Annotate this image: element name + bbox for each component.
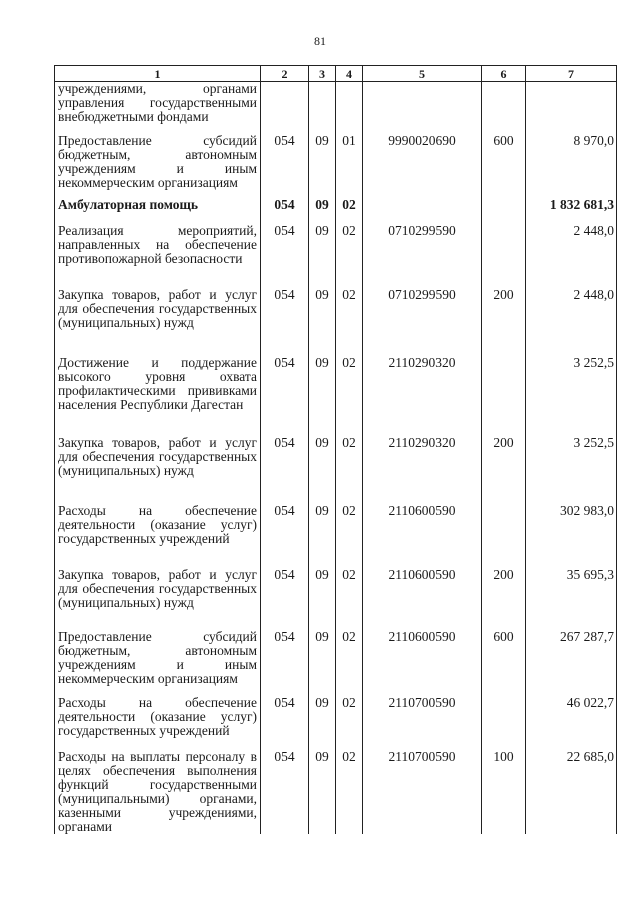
cell-department-code: 054 [261,198,309,224]
cell-section-code: 09 [309,504,336,568]
cell-subsection-code: 02 [336,288,363,356]
cell-description: Расходы на выплаты персоналу в целях обеспечения выполнения функций государственными (муниципальными) органами, казенными учреждениями, органами [55,750,261,834]
cell-expense-type-code [482,356,526,436]
cell-department-code: 054 [261,630,309,696]
cell-amount: 267 287,7 [526,630,617,696]
cell-amount: 2 448,0 [526,288,617,356]
cell-amount [526,82,617,135]
cell-expense-type-code: 200 [482,568,526,630]
cell-description: Закупка товаров, работ и услуг для обеспечения государственных (муниципальных) нужд [55,568,261,630]
cell-amount: 3 252,5 [526,356,617,436]
cell-target-article-code: 0710299590 [363,224,482,288]
cell-department-code [261,82,309,135]
header-col-6: 6 [482,66,526,82]
cell-department-code: 054 [261,504,309,568]
table-row [55,630,617,696]
cell-section-code: 09 [309,356,336,436]
cell-subsection-code: 02 [336,630,363,696]
cell-description: Предоставление субсидий бюджетным, автономным учреждениям и иным некоммерческим организациям [55,630,261,696]
cell-target-article-code: 2110290320 [363,356,482,436]
cell-department-code: 054 [261,356,309,436]
cell-subsection-code: 02 [336,750,363,834]
cell-target-article-code [363,82,482,135]
cell-description: Реализация мероприятий, направленных на обеспечение противопожарной безопасности [55,224,261,288]
table-row [55,134,617,198]
cell-target-article-code: 2110700590 [363,750,482,834]
cell-department-code: 054 [261,568,309,630]
page-number: 81 [314,34,326,48]
cell-description: Закупка товаров, работ и услуг для обеспечения государственных (муниципальных) нужд [55,288,261,356]
cell-expense-type-code [482,696,526,750]
cell-description: Достижение и поддержание высокого уровня охвата профилактическими прививками населения Республики Дагестан [55,356,261,436]
cell-section-code: 09 [309,134,336,198]
cell-section-code: 09 [309,198,336,224]
cell-expense-type-code: 600 [482,630,526,696]
cell-description: Расходы на обеспечение деятельности (оказание услуг) государственных учреждений [55,696,261,750]
cell-section-code: 09 [309,568,336,630]
cell-amount: 2 448,0 [526,224,617,288]
table-header [55,66,617,82]
cell-description: Расходы на обеспечение деятельности (оказание услуг) государственных учреждений [55,504,261,568]
cell-amount: 302 983,0 [526,504,617,568]
header-col-2: 2 [261,66,309,82]
cell-expense-type-code [482,504,526,568]
cell-target-article-code: 9990020690 [363,134,482,198]
cell-amount: 46 022,7 [526,696,617,750]
cell-subsection-code: 02 [336,356,363,436]
cell-section-code: 09 [309,696,336,750]
cell-section-code: 09 [309,224,336,288]
budget-table [54,65,617,834]
cell-expense-type-code: 600 [482,134,526,198]
cell-description: Амбулаторная помощь [55,198,261,224]
cell-expense-type-code: 200 [482,436,526,504]
cell-description: учреждениями, органами управления государственными внебюджетными фондами [55,82,261,135]
header-row [55,66,617,82]
cell-subsection-code: 02 [336,436,363,504]
cell-subsection-code: 02 [336,568,363,630]
header-col-3: 3 [309,66,336,82]
cell-section-code: 09 [309,630,336,696]
header-col-5: 5 [363,66,482,82]
table-row [55,288,617,356]
cell-target-article-code: 2110600590 [363,568,482,630]
header-col-1: 1 [55,66,261,82]
cell-expense-type-code [482,224,526,288]
cell-amount: 8 970,0 [526,134,617,198]
cell-expense-type-code [482,198,526,224]
table-row [55,504,617,568]
cell-subsection-code: 02 [336,696,363,750]
cell-subsection-code [336,82,363,135]
cell-target-article-code: 2110600590 [363,630,482,696]
cell-subsection-code: 02 [336,504,363,568]
cell-subsection-code: 02 [336,198,363,224]
cell-expense-type-code: 200 [482,288,526,356]
cell-expense-type-code: 100 [482,750,526,834]
cell-section-code: 09 [309,288,336,356]
table-row [55,198,617,224]
cell-subsection-code: 02 [336,224,363,288]
cell-amount: 35 695,3 [526,568,617,630]
cell-description: Закупка товаров, работ и услуг для обеспечения государственных (муниципальных) нужд [55,436,261,504]
table-row [55,436,617,504]
header-col-4: 4 [336,66,363,82]
cell-description: Предоставление субсидий бюджетным, автономным учреждениям и иным некоммерческим организациям [55,134,261,198]
cell-section-code: 09 [309,436,336,504]
cell-department-code: 054 [261,288,309,356]
cell-department-code: 054 [261,134,309,198]
table-row [55,224,617,288]
cell-target-article-code: 2110700590 [363,696,482,750]
cell-subsection-code: 01 [336,134,363,198]
table-row [55,82,617,135]
table-row [55,696,617,750]
cell-amount: 3 252,5 [526,436,617,504]
table-row [55,750,617,834]
cell-section-code [309,82,336,135]
cell-department-code: 054 [261,436,309,504]
table-body [55,82,617,835]
cell-section-code: 09 [309,750,336,834]
cell-department-code: 054 [261,224,309,288]
cell-target-article-code [363,198,482,224]
cell-expense-type-code [482,82,526,135]
cell-target-article-code: 2110290320 [363,436,482,504]
cell-department-code: 054 [261,696,309,750]
table-row [55,568,617,630]
header-col-7: 7 [526,66,617,82]
table-row [55,356,617,436]
cell-amount: 22 685,0 [526,750,617,834]
cell-department-code: 054 [261,750,309,834]
cell-target-article-code: 0710299590 [363,288,482,356]
cell-amount: 1 832 681,3 [526,198,617,224]
cell-target-article-code: 2110600590 [363,504,482,568]
